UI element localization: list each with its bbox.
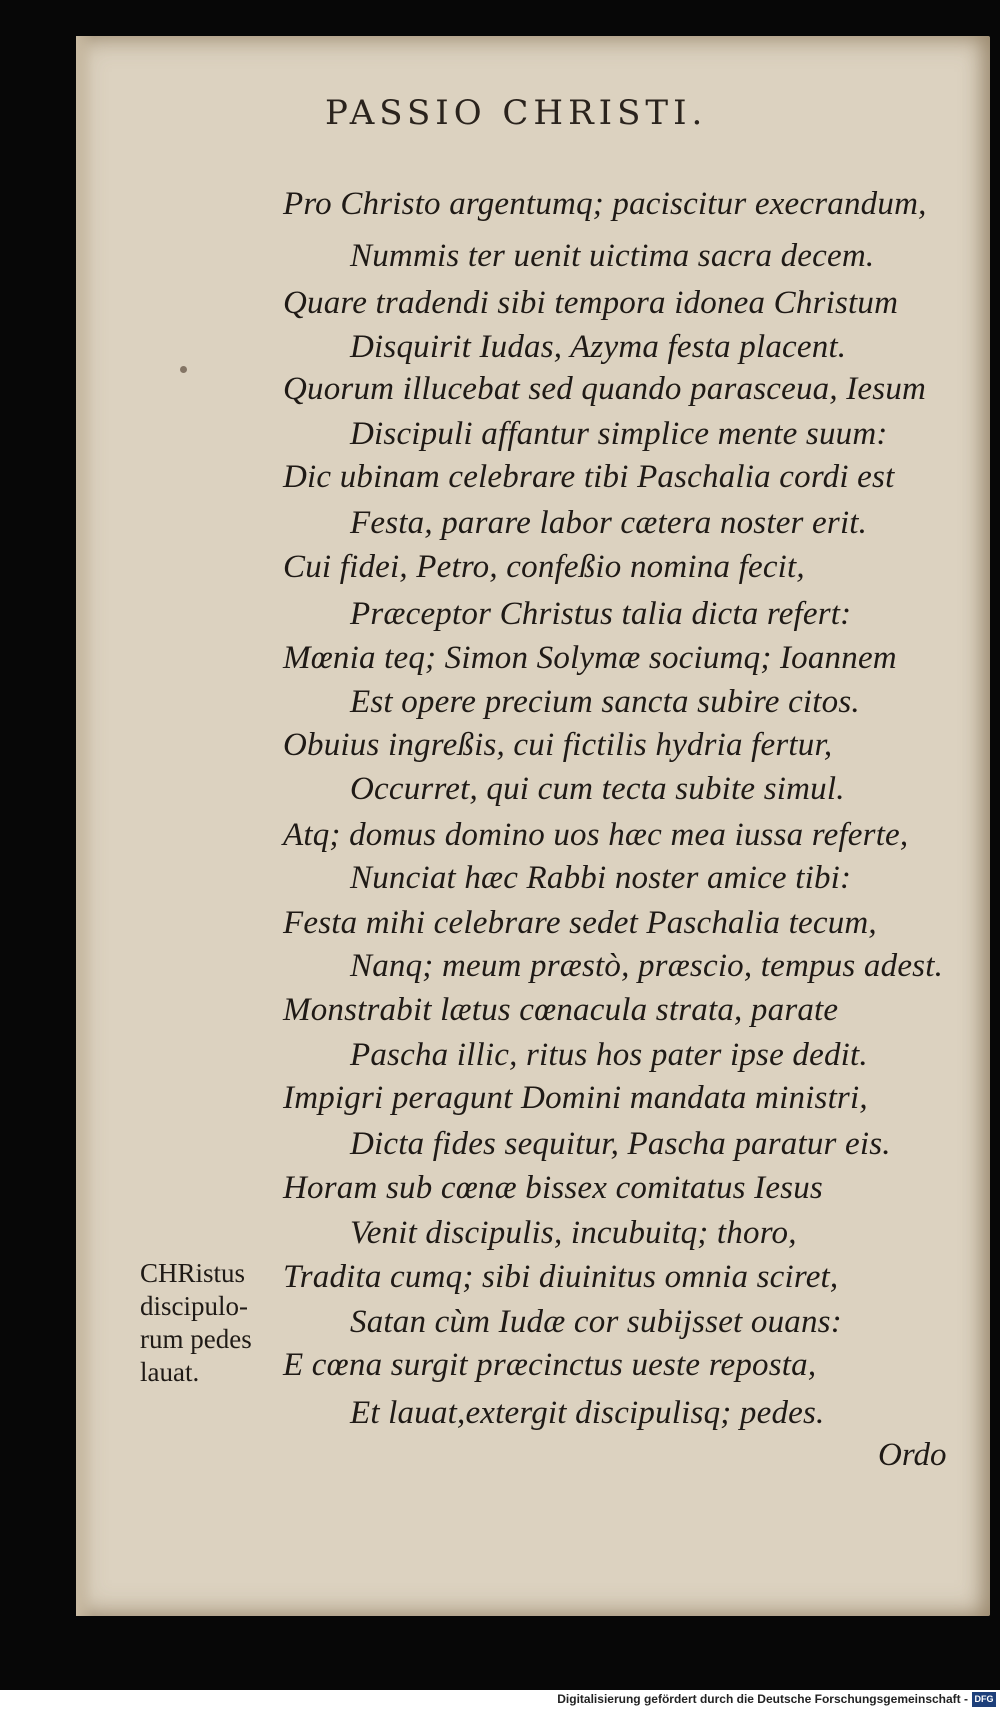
- verse-line-1: Pro Christo argentumq; paciscitur execrandum,: [283, 186, 927, 222]
- verse-line-27: E cœna surgit præcinctus ueste reposta,: [283, 1347, 817, 1383]
- margin-note-line: discipulo-: [140, 1291, 248, 1321]
- verse-line-16: Nunciat hæc Rabbi noster amice tibi:: [350, 860, 852, 896]
- verse-line-7: Dic ubinam celebrare tibi Paschalia cordi est: [283, 459, 895, 495]
- verse-line-11: Mœnia teq; Simon Solymæ sociumq; Ioannem: [283, 640, 897, 676]
- verse-line-19: Monstrabit lætus cœnacula strata, parate: [283, 992, 839, 1028]
- verse-line-13: Obuius ingreßis, cui fictilis hydria fertur,: [283, 727, 833, 763]
- footer-credit: Digitalisierung gefördert durch die Deutsche Forschungsgemeinschaft -: [557, 1692, 968, 1706]
- verse-line-3: Quare tradendi sibi tempora idonea Christum: [283, 285, 899, 321]
- verse-line-5: Quorum illucebat sed quando parasceua, Iesum: [283, 371, 927, 407]
- margin-note: [140, 1257, 280, 1389]
- verse-line-17: Festa mihi celebrare sedet Paschalia tecum,: [283, 905, 877, 941]
- margin-note-line: lauat.: [140, 1357, 200, 1387]
- verse-line-24: Venit discipulis, incubuitq; thoro,: [350, 1215, 797, 1251]
- verse-line-4: Disquirit Iudas, Azyma festa placent.: [350, 329, 847, 365]
- verse-line-23: Horam sub cœnæ bissex comitatus Iesus: [283, 1170, 823, 1206]
- verse-line-28: Et lauat,extergit discipulisq; pedes.: [350, 1395, 825, 1431]
- catchword: Ordo: [878, 1437, 947, 1473]
- verse-line-25: Tradita cumq; sibi diuinitus omnia sciret,: [283, 1259, 839, 1295]
- verse-line-26: Satan cùm Iudæ cor subijsset ouans:: [350, 1304, 842, 1340]
- verse-line-22: Dicta fides sequitur, Pascha paratur eis.: [350, 1126, 891, 1162]
- verse-line-2: Nummis ter uenit uictima sacra decem.: [350, 238, 875, 274]
- margin-note-line: rum pedes: [140, 1324, 252, 1354]
- verse-line-10: Præceptor Christus talia dicta refert:: [350, 596, 852, 632]
- verse-line-9: Cui fidei, Petro, confeßio nomina fecit,: [283, 549, 805, 585]
- margin-note-line: CHRistus: [140, 1258, 246, 1288]
- verse-line-20: Pascha illic, ritus hos pater ipse dedit.: [350, 1037, 868, 1073]
- verse-line-15: Atq; domus domino uos hæc mea iussa referte,: [283, 817, 909, 853]
- verse-line-21: Impigri peragunt Domini mandata ministri,: [283, 1080, 868, 1116]
- running-head: PASSIO CHRISTI.: [325, 93, 708, 133]
- verse-line-18: Nanq; meum præstò, præscio, tempus adest.: [350, 948, 944, 984]
- dfg-logo-icon: DFG: [972, 1692, 996, 1707]
- digitization-footer: [0, 1690, 1000, 1711]
- ink-spot: [180, 366, 187, 373]
- verse-line-12: Est opere precium sancta subire citos.: [350, 684, 860, 720]
- verse-line-6: Discipuli affantur simplice mente suum:: [350, 416, 888, 452]
- verse-line-14: Occurret, qui cum tecta subite simul.: [350, 771, 845, 807]
- verse-line-8: Festa, parare labor cætera noster erit.: [350, 505, 868, 541]
